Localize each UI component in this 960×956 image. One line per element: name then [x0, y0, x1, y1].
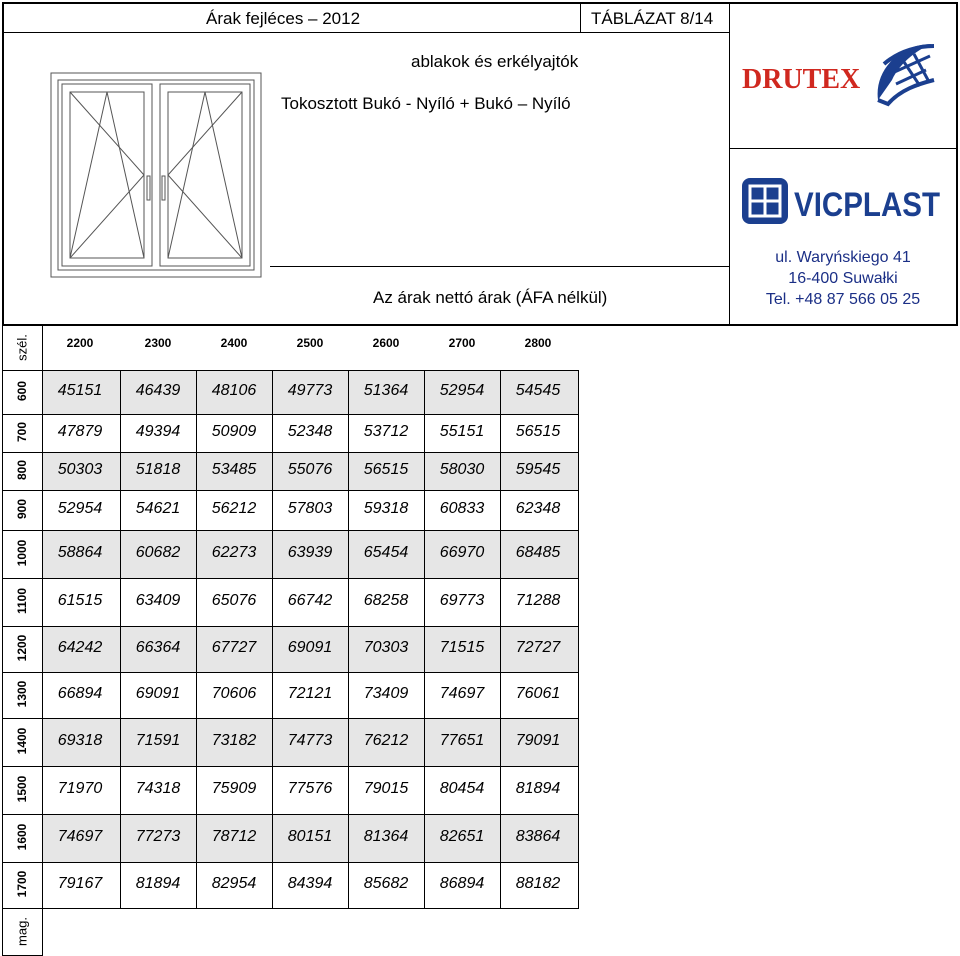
price-cell: 81364: [363, 828, 409, 845]
price-cell: 83864: [515, 828, 561, 845]
height-label: 1600: [15, 823, 29, 851]
product-name: Tokosztott Bukó - Nyíló + Bukó – Nyíló: [281, 94, 571, 113]
row-divider: [2, 718, 579, 719]
width-header: 2800: [524, 336, 552, 350]
width-axis-label: szél.: [14, 334, 30, 361]
price-cell: 74318: [135, 780, 181, 797]
price-cell: 72727: [515, 639, 561, 656]
height-label: 800: [15, 459, 29, 481]
price-cell: 62273: [211, 544, 257, 561]
price-cell: 58864: [57, 544, 103, 561]
price-cell: 69773: [439, 592, 485, 609]
table-border-bottom-grid: [42, 908, 579, 909]
price-cell: 45151: [57, 382, 103, 399]
price-cell: 79015: [363, 780, 409, 797]
row-divider: [2, 490, 579, 491]
price-cell: 47879: [57, 423, 103, 440]
price-cell: 50303: [57, 461, 103, 478]
price-cell: 76212: [363, 732, 409, 749]
price-cell: 81894: [515, 780, 561, 797]
price-cell: 56515: [363, 461, 409, 478]
table-border-right: [578, 370, 579, 908]
price-cell: 56515: [515, 423, 561, 440]
price-cell: 70303: [363, 639, 409, 656]
price-cell: 68258: [363, 592, 409, 609]
price-cell: 74697: [57, 828, 103, 845]
price-cell: 54621: [135, 500, 181, 517]
price-note: Az árak nettó árak (ÁFA nélkül): [373, 288, 608, 307]
price-cell: 53712: [363, 423, 409, 440]
price-cell: 86894: [439, 875, 485, 892]
row-divider: [2, 814, 579, 815]
price-cell: 64242: [57, 639, 103, 656]
price-cell: 75909: [211, 780, 257, 797]
drutex-logo: [742, 36, 942, 116]
price-cell: 69091: [135, 685, 181, 702]
price-cell: 52348: [287, 423, 333, 440]
price-cell: 69091: [287, 639, 333, 656]
price-cell: 80454: [439, 780, 485, 797]
width-header: 2500: [296, 336, 324, 350]
address-street: ul. Waryńskiego 41: [775, 249, 911, 266]
price-cell: 65076: [211, 592, 257, 609]
row-divider: [2, 766, 579, 767]
height-axis-label: mag.: [14, 917, 30, 946]
price-cell: 77651: [439, 732, 485, 749]
width-header: 2300: [144, 336, 172, 350]
price-cell: 50909: [211, 423, 257, 440]
height-label: 1400: [15, 727, 29, 755]
price-cell: 46439: [135, 382, 181, 399]
product-category: ablakok és erkélyajtók: [411, 52, 579, 71]
price-cell: 57803: [287, 500, 333, 517]
price-cell: 59318: [363, 500, 409, 517]
price-cell: 78712: [211, 828, 257, 845]
address-phone: Tel. +48 87 566 05 25: [765, 291, 921, 308]
price-cell: 69318: [57, 732, 103, 749]
price-cell: 66970: [439, 544, 485, 561]
row-divider: [2, 414, 579, 415]
address-city: 16-400 Suwałki: [788, 270, 898, 287]
price-cell: 71591: [135, 732, 181, 749]
price-cell: 53485: [211, 461, 257, 478]
height-label: 1200: [15, 634, 29, 662]
price-cell: 80151: [287, 828, 333, 845]
height-label: 600: [15, 380, 29, 402]
row-divider: [2, 672, 579, 673]
row-divider: [2, 452, 579, 453]
row-divider: [2, 578, 579, 579]
price-cell: 61515: [57, 592, 103, 609]
price-cell: 70606: [211, 685, 257, 702]
price-cell: 49773: [287, 382, 333, 399]
price-cell: 65454: [363, 544, 409, 561]
price-cell: 85682: [363, 875, 409, 892]
height-label: 700: [15, 421, 29, 443]
price-cell: 51818: [135, 461, 181, 478]
price-cell: 79091: [515, 732, 561, 749]
price-cell: 62348: [515, 500, 561, 517]
price-cell: 73182: [211, 732, 257, 749]
price-cell: 66364: [135, 639, 181, 656]
price-cell: 74773: [287, 732, 333, 749]
price-cell: 67727: [211, 639, 257, 656]
row-divider: [2, 908, 43, 909]
price-cell: 51364: [363, 382, 409, 399]
vicplast-wordmark: VICPLAST: [794, 186, 941, 224]
price-cell: 52954: [439, 382, 485, 399]
price-cell: 71970: [57, 780, 103, 797]
width-header: 2700: [448, 336, 476, 350]
height-label: 1500: [15, 775, 29, 803]
price-cell: 73409: [363, 685, 409, 702]
price-cell: 66894: [57, 685, 103, 702]
width-header: 2600: [372, 336, 400, 350]
height-label: 900: [15, 498, 29, 520]
price-cell: 52954: [57, 500, 103, 517]
header-row-border: [42, 370, 579, 371]
price-cell: 88182: [515, 875, 561, 892]
vicplast-logo: [742, 178, 942, 226]
price-cell: 55151: [439, 423, 485, 440]
table-number: TÁBLÁZAT 8/14: [591, 9, 714, 28]
price-cell: 77273: [135, 828, 181, 845]
height-label: 1300: [15, 680, 29, 708]
price-cell: 82954: [211, 875, 257, 892]
price-cell: 79167: [57, 875, 103, 892]
price-cell: 59545: [515, 461, 561, 478]
width-header: 2200: [66, 336, 94, 350]
window-diagram: [50, 72, 262, 278]
price-cell: 66742: [287, 592, 333, 609]
height-label: 1100: [15, 587, 29, 615]
row-divider: [2, 626, 579, 627]
price-cell: 84394: [287, 875, 333, 892]
price-cell: 71288: [515, 592, 561, 609]
height-label: 1000: [15, 539, 29, 567]
height-label: 1700: [15, 870, 29, 898]
price-cell: 58030: [439, 461, 485, 478]
price-cell: 81894: [135, 875, 181, 892]
price-cell: 68485: [515, 544, 561, 561]
price-cell: 82651: [439, 828, 485, 845]
price-cell: 63939: [287, 544, 333, 561]
price-cell: 55076: [287, 461, 333, 478]
drutex-wordmark: DRUTEX: [742, 64, 861, 95]
price-cell: 56212: [211, 500, 257, 517]
price-cell: 48106: [211, 382, 257, 399]
price-cell: 71515: [439, 639, 485, 656]
price-cell: 76061: [515, 685, 561, 702]
price-cell: 49394: [135, 423, 181, 440]
drutex-emblem-icon: [742, 36, 942, 116]
document-title: Árak fejléces – 2012: [206, 9, 361, 28]
price-cell: 74697: [439, 685, 485, 702]
price-cell: 54545: [515, 382, 561, 399]
price-cell: 63409: [135, 592, 181, 609]
price-cell: 60682: [135, 544, 181, 561]
price-cell: 77576: [287, 780, 333, 797]
row-divider: [2, 530, 579, 531]
width-header: 2400: [220, 336, 248, 350]
price-cell: 72121: [287, 685, 333, 702]
price-cell: 60833: [439, 500, 485, 517]
row-divider: [2, 862, 579, 863]
